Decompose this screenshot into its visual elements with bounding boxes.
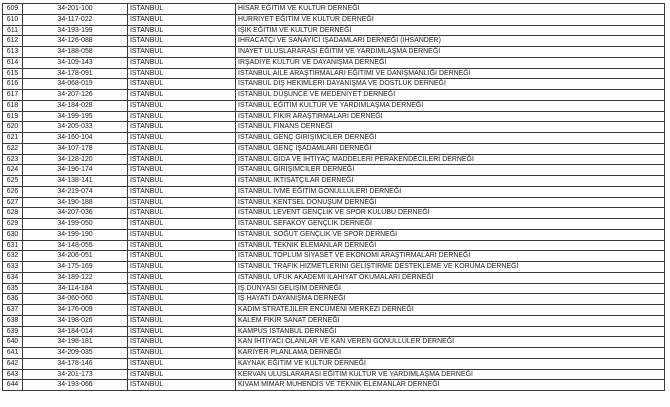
row-number: 632: [3, 251, 23, 262]
table-body: [3, 4, 665, 391]
association-name: KAYNAK EĞİTİM VE KÜLTÜR DERNEĞİ: [236, 358, 665, 369]
association-name: İŞ HAYATI DAYANIŞMA DERNEĞİ: [236, 294, 665, 305]
registry-code: 34-178-091: [23, 68, 128, 79]
table-row: [3, 197, 665, 208]
city: İSTANBUL: [128, 326, 236, 337]
association-name: KADİM STRATEJİLER ENCÜMENİ MERKEZİ DERNEĞİ: [236, 305, 665, 316]
table-row: [3, 47, 665, 58]
table-row: [3, 294, 665, 305]
row-number: 627: [3, 197, 23, 208]
table-row: [3, 262, 665, 273]
table-row: [3, 154, 665, 165]
city: İSTANBUL: [128, 57, 236, 68]
table-row: [3, 186, 665, 197]
city: İSTANBUL: [128, 68, 236, 79]
city: İSTANBUL: [128, 283, 236, 294]
city: İSTANBUL: [128, 133, 236, 144]
association-name: IŞIK EĞİTİM VE KÜLTÜR DERNEĞİ: [236, 25, 665, 36]
registry-code: 34-178-146: [23, 358, 128, 369]
association-name: İSTANBUL LEVENT GENÇLİK VE SPOR KULÜBÜ DERNEĞİ: [236, 208, 665, 219]
association-register-table: [2, 3, 665, 391]
row-number: 629: [3, 219, 23, 230]
city: İSTANBUL: [128, 197, 236, 208]
registry-code: 34-193-199: [23, 25, 128, 36]
row-number: 625: [3, 176, 23, 187]
registry-code: 34-219-074: [23, 186, 128, 197]
table-row: [3, 57, 665, 68]
city: İSTANBUL: [128, 90, 236, 101]
city: İSTANBUL: [128, 79, 236, 90]
row-number: 613: [3, 47, 23, 58]
table-row: [3, 143, 665, 154]
table-row: [3, 208, 665, 219]
table-row: [3, 315, 665, 326]
row-number: 644: [3, 380, 23, 391]
association-name: HÜRRİYET EĞİTİM VE KÜLTÜR DERNEĞİ: [236, 14, 665, 25]
association-name: İSTANBUL TOPLUM SİYASET VE EKONOMİ ARAŞTIRMALARI DERNEĞİ: [236, 251, 665, 262]
row-number: 618: [3, 100, 23, 111]
row-number: 617: [3, 90, 23, 101]
registry-code: 34-199-050: [23, 219, 128, 230]
table-row: [3, 36, 665, 47]
row-number: 623: [3, 154, 23, 165]
city: İSTANBUL: [128, 358, 236, 369]
association-name: İSTANBUL TEKNİK ELEMANLAR DERNEĞİ: [236, 240, 665, 251]
table-row: [3, 4, 665, 15]
row-number: 641: [3, 348, 23, 359]
registry-code: 34-184-028: [23, 100, 128, 111]
registry-code: 34-107-178: [23, 143, 128, 154]
association-name: KAN İHTİYACI OLANLAR VE KAN VEREN GÖNÜLLÜLER DERNEĞİ: [236, 337, 665, 348]
association-name: HİSAR EĞİTİM VE KÜLTÜR DERNEĞİ: [236, 4, 665, 15]
registry-code: 34-199-190: [23, 229, 128, 240]
association-name: İSTANBUL İKTİSATÇILAR DERNEĞİ: [236, 176, 665, 187]
association-name: İSTANBUL GIDA VE İHTİYAÇ MADDELERİ PERAKENDECİLERİ DERNEĞİ: [236, 154, 665, 165]
city: İSTANBUL: [128, 305, 236, 316]
registry-code: 34-189-122: [23, 272, 128, 283]
row-number: 630: [3, 229, 23, 240]
row-number: 643: [3, 369, 23, 380]
association-name: İSTANBUL FİKİR ARAŞTIRMALARI DERNEĞİ: [236, 111, 665, 122]
city: İSTANBUL: [128, 4, 236, 15]
table-row: [3, 229, 665, 240]
registry-code: 34-175-169: [23, 262, 128, 273]
registry-code: 34-198-181: [23, 337, 128, 348]
city: İSTANBUL: [128, 165, 236, 176]
table-row: [3, 68, 665, 79]
row-number: 626: [3, 186, 23, 197]
association-name: KIVAM MİMAR MÜHENDİS VE TEKNİK ELEMANLAR DERNEĞİ: [236, 380, 665, 391]
association-name: İSTANBUL TRAFİK HİZMETLERİNİ GELİŞTİRME DESTEKLEME VE KORUMA DERNEĞİ: [236, 262, 665, 273]
association-name: KALEM FİKİR SANAT DERNEĞİ: [236, 315, 665, 326]
registry-code: 34-148-055: [23, 240, 128, 251]
association-name: İSTANBUL KENTSEL DÖNÜŞÜM DERNEĞİ: [236, 197, 665, 208]
row-number: 638: [3, 315, 23, 326]
registry-code: 34-209-035: [23, 348, 128, 359]
registry-code: 34-176-009: [23, 305, 128, 316]
registry-code: 34-126-088: [23, 36, 128, 47]
registry-code: 34-160-104: [23, 133, 128, 144]
registry-code: 34-201-100: [23, 4, 128, 15]
registry-code: 34-109-143: [23, 57, 128, 68]
city: İSTANBUL: [128, 143, 236, 154]
table-row: [3, 348, 665, 359]
table-row: [3, 219, 665, 230]
city: İSTANBUL: [128, 176, 236, 187]
association-name: KARİYER PLANLAMA DERNEĞİ: [236, 348, 665, 359]
association-name: İSTANBUL GİRİŞİMCİLER DERNEĞİ: [236, 165, 665, 176]
city: İSTANBUL: [128, 315, 236, 326]
table-row: [3, 176, 665, 187]
city: İSTANBUL: [128, 208, 236, 219]
association-name: KERVAN ULUSLARARASI EĞİTİM KÜLTÜR VE YARDIMLAŞMA DERNEĞİ: [236, 369, 665, 380]
association-name: İNAYET ULUSLARARASI EĞİTİM VE YARDIMLAŞMA DERNEĞİ: [236, 47, 665, 58]
association-name: İSTANBUL EĞİTİM KÜLTÜR VE YARDIMLAŞMA DERNEĞİ: [236, 100, 665, 111]
table-row: [3, 251, 665, 262]
association-name: İSTANBUL SEFAKÖY GENÇLİK DERNEĞİ: [236, 219, 665, 230]
city: İSTANBUL: [128, 262, 236, 273]
row-number: 611: [3, 25, 23, 36]
row-number: 619: [3, 111, 23, 122]
registry-code: 34-207-036: [23, 208, 128, 219]
association-name: İSTANBUL GENÇ GİRİŞİMCİLER DERNEĞİ: [236, 133, 665, 144]
registry-code: 34-193-066: [23, 380, 128, 391]
association-name: İSTANBUL UFUK AKADEMİ İLAHİYAT OKUMALARI DERNEĞİ: [236, 272, 665, 283]
row-number: 633: [3, 262, 23, 273]
table-row: [3, 133, 665, 144]
city: İSTANBUL: [128, 186, 236, 197]
registry-code: 34-138-141: [23, 176, 128, 187]
table-row: [3, 326, 665, 337]
city: İSTANBUL: [128, 272, 236, 283]
row-number: 610: [3, 14, 23, 25]
registry-code: 34-199-195: [23, 111, 128, 122]
row-number: 621: [3, 133, 23, 144]
city: İSTANBUL: [128, 36, 236, 47]
registry-code: 34-117-022: [23, 14, 128, 25]
row-number: 635: [3, 283, 23, 294]
city: İSTANBUL: [128, 111, 236, 122]
table-row: [3, 369, 665, 380]
row-number: 609: [3, 4, 23, 15]
row-number: 622: [3, 143, 23, 154]
table-row: [3, 122, 665, 133]
table-row: [3, 380, 665, 391]
registry-code: 34-198-026: [23, 315, 128, 326]
association-name: İSTANBUL DÜŞÜNCE VE MEDENİYET DERNEĞİ: [236, 90, 665, 101]
registry-code: 34-196-174: [23, 165, 128, 176]
row-number: 636: [3, 294, 23, 305]
registry-code: 34-114-184: [23, 283, 128, 294]
row-number: 637: [3, 305, 23, 316]
city: İSTANBUL: [128, 100, 236, 111]
association-name: İSTANBUL AİLE ARAŞTIRMALARI EĞİTİMİ VE DANIŞMANLIĞI DERNEĞİ: [236, 68, 665, 79]
city: İSTANBUL: [128, 14, 236, 25]
registry-code: 34-190-188: [23, 197, 128, 208]
table-row: [3, 240, 665, 251]
city: İSTANBUL: [128, 154, 236, 165]
row-number: 628: [3, 208, 23, 219]
table-row: [3, 272, 665, 283]
registry-code: 34-060-060: [23, 294, 128, 305]
association-name: KAMPÜS İSTANBUL DERNEĞİ: [236, 326, 665, 337]
city: İSTANBUL: [128, 294, 236, 305]
row-number: 631: [3, 240, 23, 251]
table-row: [3, 358, 665, 369]
row-number: 615: [3, 68, 23, 79]
row-number: 642: [3, 358, 23, 369]
association-name: İSTANBUL İVME EĞİTİM GÖNÜLLÜLERİ DERNEĞİ: [236, 186, 665, 197]
table-row: [3, 305, 665, 316]
table-row: [3, 25, 665, 36]
table-row: [3, 14, 665, 25]
city: İSTANBUL: [128, 47, 236, 58]
association-name: İRŞADİYE KÜLTÜR VE DAYANIŞMA DERNEĞİ: [236, 57, 665, 68]
registry-code: 34-205-033: [23, 122, 128, 133]
table-row: [3, 90, 665, 101]
association-name: İSTANBUL GENÇ İŞADAMLARI DERNEĞİ: [236, 143, 665, 154]
registry-code: 34-206-051: [23, 251, 128, 262]
table-row: [3, 165, 665, 176]
registry-code: 34-201-173: [23, 369, 128, 380]
table-row: [3, 79, 665, 90]
table-row: [3, 283, 665, 294]
row-number: 612: [3, 36, 23, 47]
city: İSTANBUL: [128, 251, 236, 262]
registry-code: 34-128-120: [23, 154, 128, 165]
association-name: İSTANBUL SÖĞÜT GENÇLİK VE SPOR DERNEĞİ: [236, 229, 665, 240]
row-number: 620: [3, 122, 23, 133]
table-row: [3, 337, 665, 348]
city: İSTANBUL: [128, 25, 236, 36]
city: İSTANBUL: [128, 348, 236, 359]
table-row: [3, 100, 665, 111]
city: İSTANBUL: [128, 229, 236, 240]
association-name: İŞ DÜNYASI GELİŞİM DERNEĞİ: [236, 283, 665, 294]
city: İSTANBUL: [128, 219, 236, 230]
row-number: 634: [3, 272, 23, 283]
row-number: 624: [3, 165, 23, 176]
city: İSTANBUL: [128, 337, 236, 348]
row-number: 639: [3, 326, 23, 337]
city: İSTANBUL: [128, 122, 236, 133]
city: İSTANBUL: [128, 240, 236, 251]
registry-code: 34-207-126: [23, 90, 128, 101]
city: İSTANBUL: [128, 369, 236, 380]
row-number: 640: [3, 337, 23, 348]
row-number: 614: [3, 57, 23, 68]
registry-code: 34-188-058: [23, 47, 128, 58]
city: İSTANBUL: [128, 380, 236, 391]
association-name: İSTANBUL FİNANS DERNEĞİ: [236, 122, 665, 133]
table-row: [3, 111, 665, 122]
association-name: İSTANBUL DİŞ HEKİMLERİ DAYANIŞMA VE DOSTLUK DERNEĞİ: [236, 79, 665, 90]
registry-code: 34-184-014: [23, 326, 128, 337]
association-name: İHRACATÇI VE SANAYİCİ İŞADAMLARI DERNEĞİ (İHSANDER): [236, 36, 665, 47]
row-number: 616: [3, 79, 23, 90]
registry-code: 34-068-019: [23, 79, 128, 90]
